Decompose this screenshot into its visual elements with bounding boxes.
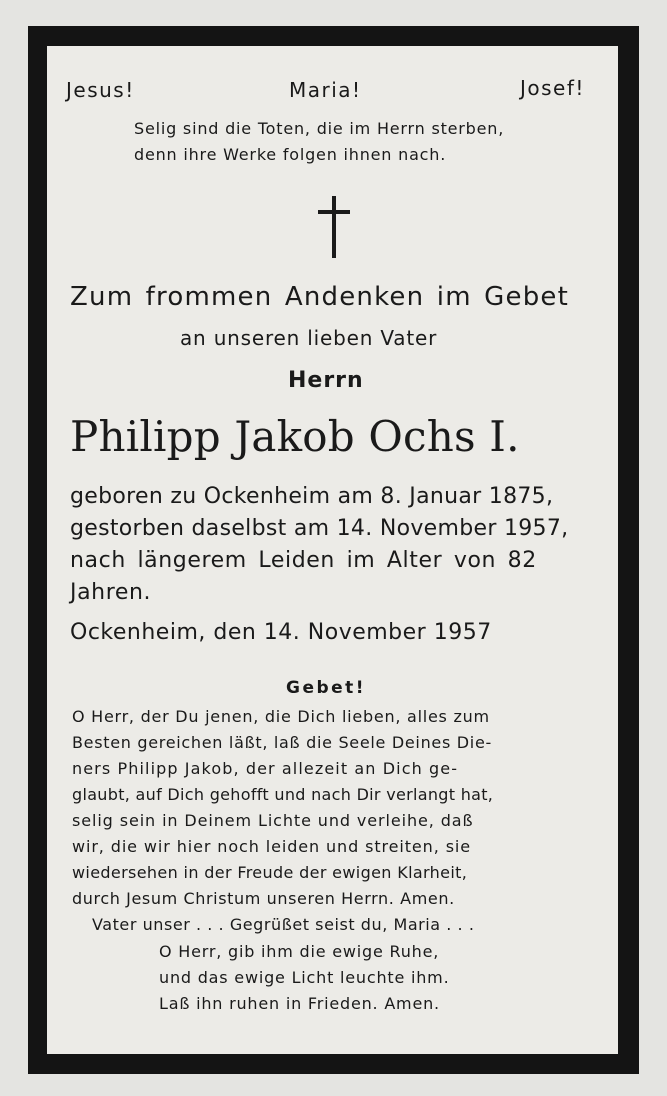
vater-unser: Vater unser . . . Gegrüßet seist du, Maria . . . [92, 915, 475, 934]
bio-line-4: Jahren. [70, 580, 152, 605]
bio-line-1: geboren zu Ockenheim am 8. Januar 1875, [70, 484, 554, 509]
closing-line-1: O Herr, gib ihm die ewige Ruhe, [159, 942, 440, 961]
verse-line-2: denn ihre Werke folgen ihnen nach. [134, 145, 447, 164]
prayer-line: glaubt, auf Dich gehofft und nach Dir verlangt hat, [72, 785, 494, 804]
prayer-title: Gebet! [286, 678, 367, 698]
prayer-line: wiedersehen in der Freude der ewigen Klarheit, [72, 863, 468, 882]
header-maria: Maria! [289, 78, 362, 102]
prayer-line: ners Philipp Jakob, der allezeit an Dich ge- [72, 759, 459, 778]
place-date: Ockenheim, den 14. November 1957 [70, 620, 492, 645]
honorific: Herrn [288, 368, 364, 393]
header-jesus: Jesus! [66, 78, 135, 102]
bio-line-3: nach längerem Leiden im Alter von 82 [70, 548, 537, 573]
deceased-name: Philipp Jakob Ochs I. [70, 412, 520, 461]
verse-line-1: Selig sind die Toten, die im Herrn sterben, [134, 119, 505, 138]
intro-line-1: Zum frommen Andenken im Gebet [70, 282, 570, 312]
prayer-line: wir, die wir hier noch leiden und streiten, sie [72, 837, 472, 856]
prayer-line: Besten gereichen läßt, laß die Seele Deines Die- [72, 733, 492, 752]
prayer-line: O Herr, der Du jenen, die Dich lieben, alles zum [72, 707, 490, 726]
cross-icon [318, 196, 350, 258]
prayer-line: selig sein in Deinem Lichte und verleihe, daß [72, 811, 474, 830]
header-josef: Josef! [520, 76, 585, 100]
intro-line-2: an unseren lieben Vater [180, 326, 438, 350]
closing-line-2: und das ewige Licht leuchte ihm. [159, 968, 450, 987]
closing-line-3: Laß ihn ruhen in Frieden. Amen. [159, 994, 440, 1013]
prayer-line: durch Jesum Christum unseren Herrn. Amen. [72, 889, 455, 908]
bio-line-2: gestorben daselbst am 14. November 1957, [70, 516, 569, 541]
